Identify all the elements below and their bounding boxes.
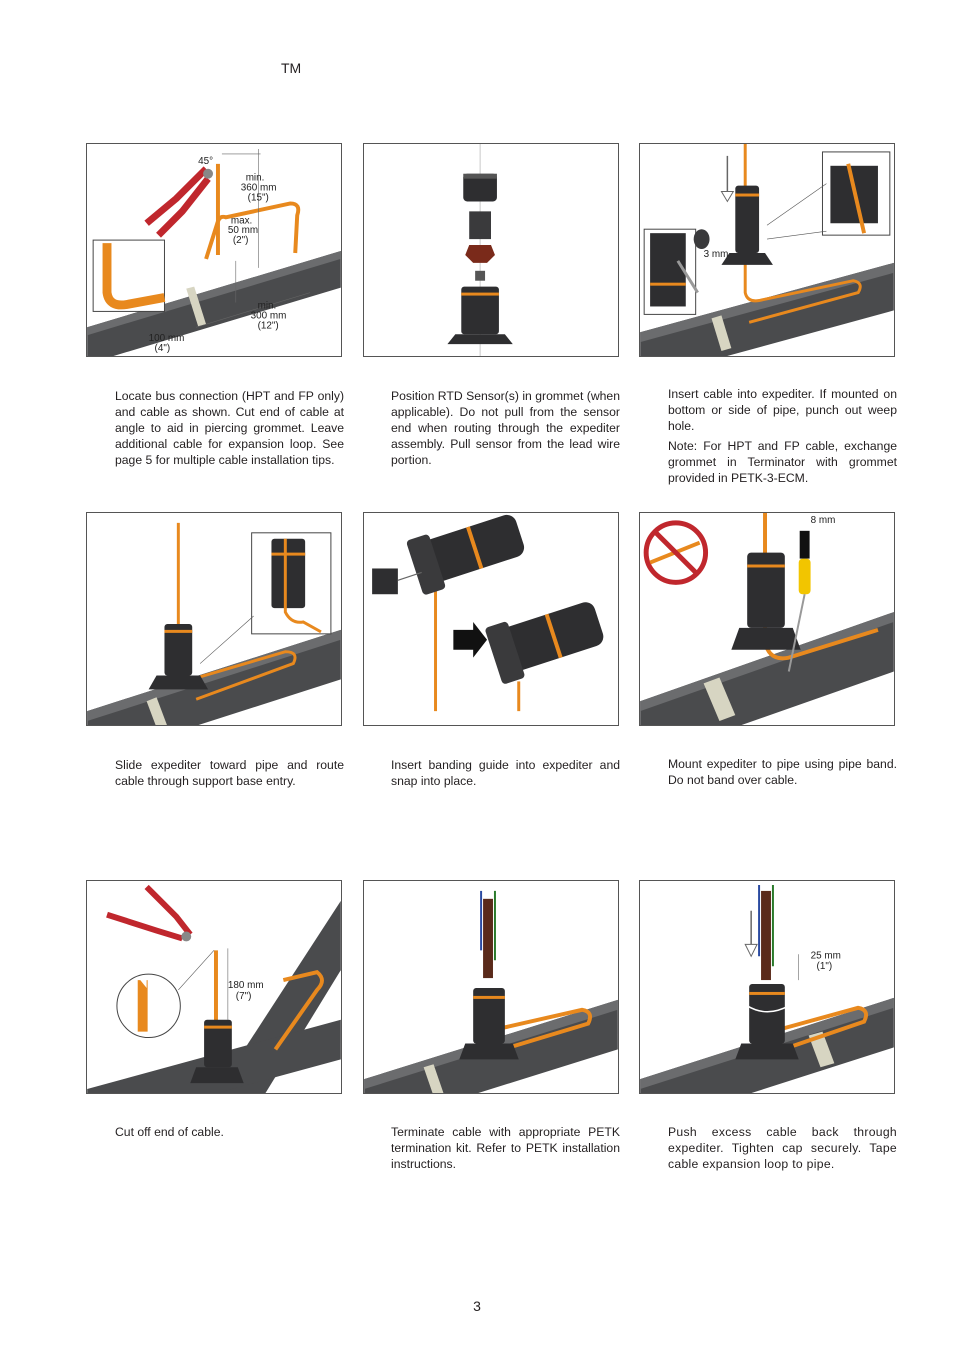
max50-line3: (2") — [232, 235, 249, 247]
size-label: 8 mm — [810, 514, 836, 526]
caption-step-3-text: Insert cable into expediter. If mounted on bottom or side of pipe, punch out weep hole. — [668, 387, 897, 433]
min360-line1: min. — [245, 172, 265, 184]
min300-line2: 300 mm — [250, 310, 287, 322]
caption-step-4 — [115, 757, 344, 793]
down-arrow-icon — [745, 911, 757, 957]
grommet-icon — [465, 245, 495, 263]
prohibited-icon — [646, 523, 705, 582]
caption-step-5-text: Insert banding guide into expediter and snap into place. — [391, 758, 620, 788]
figure-step-2 — [363, 143, 619, 357]
figure-step-9 — [639, 880, 895, 1094]
d180-line1: 180 mm — [227, 979, 264, 991]
d25-line1: 25 mm — [810, 950, 841, 962]
expediter-cap-icon — [463, 174, 497, 202]
expediter-base-icon — [447, 287, 512, 344]
figure-step-5 — [363, 512, 619, 726]
cable-cutter-icon — [147, 169, 213, 235]
caption-step-8 — [391, 1124, 620, 1176]
caption-step-4-text: Slide expediter toward pipe and route cable through support base entry. — [115, 758, 344, 788]
figure-step-3 — [639, 143, 895, 357]
figure-step-7 — [86, 880, 342, 1094]
min300-line1: min. — [257, 300, 277, 312]
figure-step-6 — [639, 512, 895, 726]
d100-line1: 100 mm — [148, 333, 185, 345]
min300-line3: (12") — [257, 320, 279, 332]
d180-line2: (7") — [235, 990, 252, 1002]
caption-step-7-text: Cut off end of cable. — [115, 1125, 224, 1139]
page-number: 3 — [473, 1298, 481, 1314]
caption-step-1 — [115, 388, 344, 472]
figure-step-8 — [363, 880, 619, 1094]
caption-step-3 — [668, 386, 897, 490]
trademark: TM — [281, 60, 302, 76]
caption-step-9-text: Push excess cable back through expediter. Tighten cap securely. Tape cable expansion loop to pipe. — [668, 1125, 897, 1171]
down-arrow-icon — [721, 156, 733, 202]
cable-cutter-icon — [107, 887, 191, 941]
min360-line3: (15") — [247, 192, 269, 204]
caption-step-2-text: Position RTD Sensor(s) in grommet (when applicable). Do not pull from the sensor end when routing through the expediter assembly. Pull sensor from the lead wire portion. — [391, 389, 620, 467]
max50-line1: max. — [230, 215, 253, 227]
caption-step-6-text: Mount expediter to pipe using pipe band. Do not band over cable. — [668, 757, 897, 787]
caption-step-6 — [668, 756, 897, 792]
caption-step-9 — [668, 1124, 897, 1176]
d100-line2: (4") — [154, 343, 171, 355]
caption-step-8-text: Terminate cable with appropriate PETK termination kit. Refer to PETK installation instructions. — [391, 1125, 620, 1171]
gap-label: 3 mm — [703, 248, 729, 260]
right-arrow-icon — [453, 622, 487, 658]
caption-step-1-text: Locate bus connection (HPT and FP only) and cable as shown. Cut end of cable at angle to aid in piercing grommet. Leave additional cable for expansion loop. See page 5 for multiple cable installation tips. — [115, 389, 344, 467]
caption-step-5 — [391, 757, 620, 793]
figure-step-1 — [86, 143, 342, 357]
d25-line2: (1") — [816, 961, 833, 973]
caption-step-7 — [115, 1124, 344, 1144]
caption-step-3-note: Note: For HPT and FP cable, exchange grommet in Terminator with grommet provided in PETK-3-ECM. — [668, 439, 897, 485]
max50-line2: 50 mm — [227, 225, 259, 237]
caption-step-2 — [391, 388, 620, 472]
figure-step-4 — [86, 512, 342, 726]
min360-line2: 360 mm — [240, 182, 277, 194]
angle-label: 45° — [198, 155, 214, 167]
